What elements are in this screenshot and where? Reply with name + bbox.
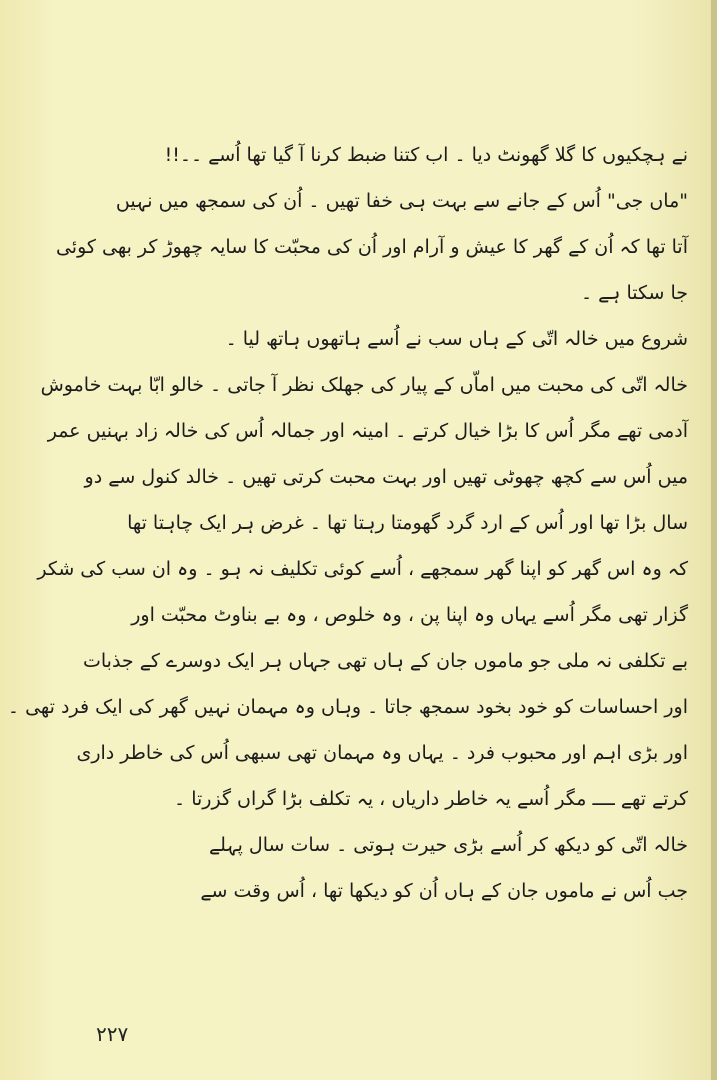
- text-line: آدمی تھے مگر اُس کا بڑا خیال کرتے ۔ امینہ اور جمالہ اُس کی خالہ زاد بہنیں عمر: [47, 420, 688, 442]
- text-line: نے ہچکیوں کا گلا گھونٹ دیا ۔ اب کتنا ضبط کرنا آ گیا تھا اُسے ۔۔!!: [164, 144, 688, 166]
- text-line: اور احساسات کو خود بخود سمجھ جاتا ۔ وہاں وہ مہمان نہیں گھر کی ایک فرد تھی ۔: [7, 696, 688, 718]
- urdu-text-body: [7, 132, 688, 914]
- text-line: اور بڑی اہم اور محبوب فرد ۔ یہاں وہ مہمان تھی سبھی اُس کی خاطر داری: [76, 742, 688, 764]
- text-line: گزار تھی مگر اُسے یہاں وہ اپنا پن ، وہ خلوص ، وہ بے بناوٹ محبّت اور: [131, 604, 688, 626]
- text-line: خالہ اتّی کو دیکھ کر اُسے بڑی حیرت ہوتی ۔ سات سال پہلے: [209, 834, 688, 856]
- text-line: میں اُس سے کچھ چھوٹی تھیں اور بہت محبت کرتی تھیں ۔ خالد کنول سے دو: [84, 466, 688, 488]
- text-line: آتا تھا کہ اُن کے گھر کا عیش و آرام اور اُن کی محبّت کا سایہ چھوڑ کر بھی کوئی: [55, 236, 688, 258]
- text-line: سال بڑا تھا اور اُس کے ارد گرد گھومتا رہتا تھا ۔ غرض ہر ایک چاہتا تھا: [127, 512, 688, 534]
- text-line: جب اُس نے ماموں جان کے ہاں اُن کو دیکھا تھا ، اُس وقت سے: [200, 880, 688, 902]
- text-line: "ماں جی" اُس کے جانے سے بہت ہی خفا تھیں ۔ اُن کی سمجھ میں نہیں: [115, 190, 688, 212]
- page-number: ۲۲۷: [96, 1022, 129, 1046]
- text-line: شروع میں خالہ اتّی کے ہاں سب نے اُسے ہاتھوں ہاتھ لیا ۔: [225, 328, 688, 350]
- text-line: کہ وہ اس گھر کو اپنا گھر سمجھے ، اُسے کوئی تکلیف نہ ہو ۔ وہ ان سب کی شکر: [37, 558, 688, 580]
- text-line: خالہ اتّی کی محبت میں اماّں کے پیار کی جھلک نظر آ جاتی ۔ خالو ابّا بہت خاموش: [40, 374, 688, 396]
- text-line: جا سکتا ہے ۔: [581, 282, 688, 304]
- text-line: بے تکلفی نہ ملی جو ماموں جان کے ہاں تھی جہاں ہر ایک دوسرے کے جذبات: [83, 650, 688, 672]
- page-binding-edge: [711, 0, 717, 1080]
- text-line: کرتے تھے ــــ مگر اُسے یہ خاطر داریاں ، یہ تکلف بڑا گراں گزرتا ۔: [174, 788, 688, 810]
